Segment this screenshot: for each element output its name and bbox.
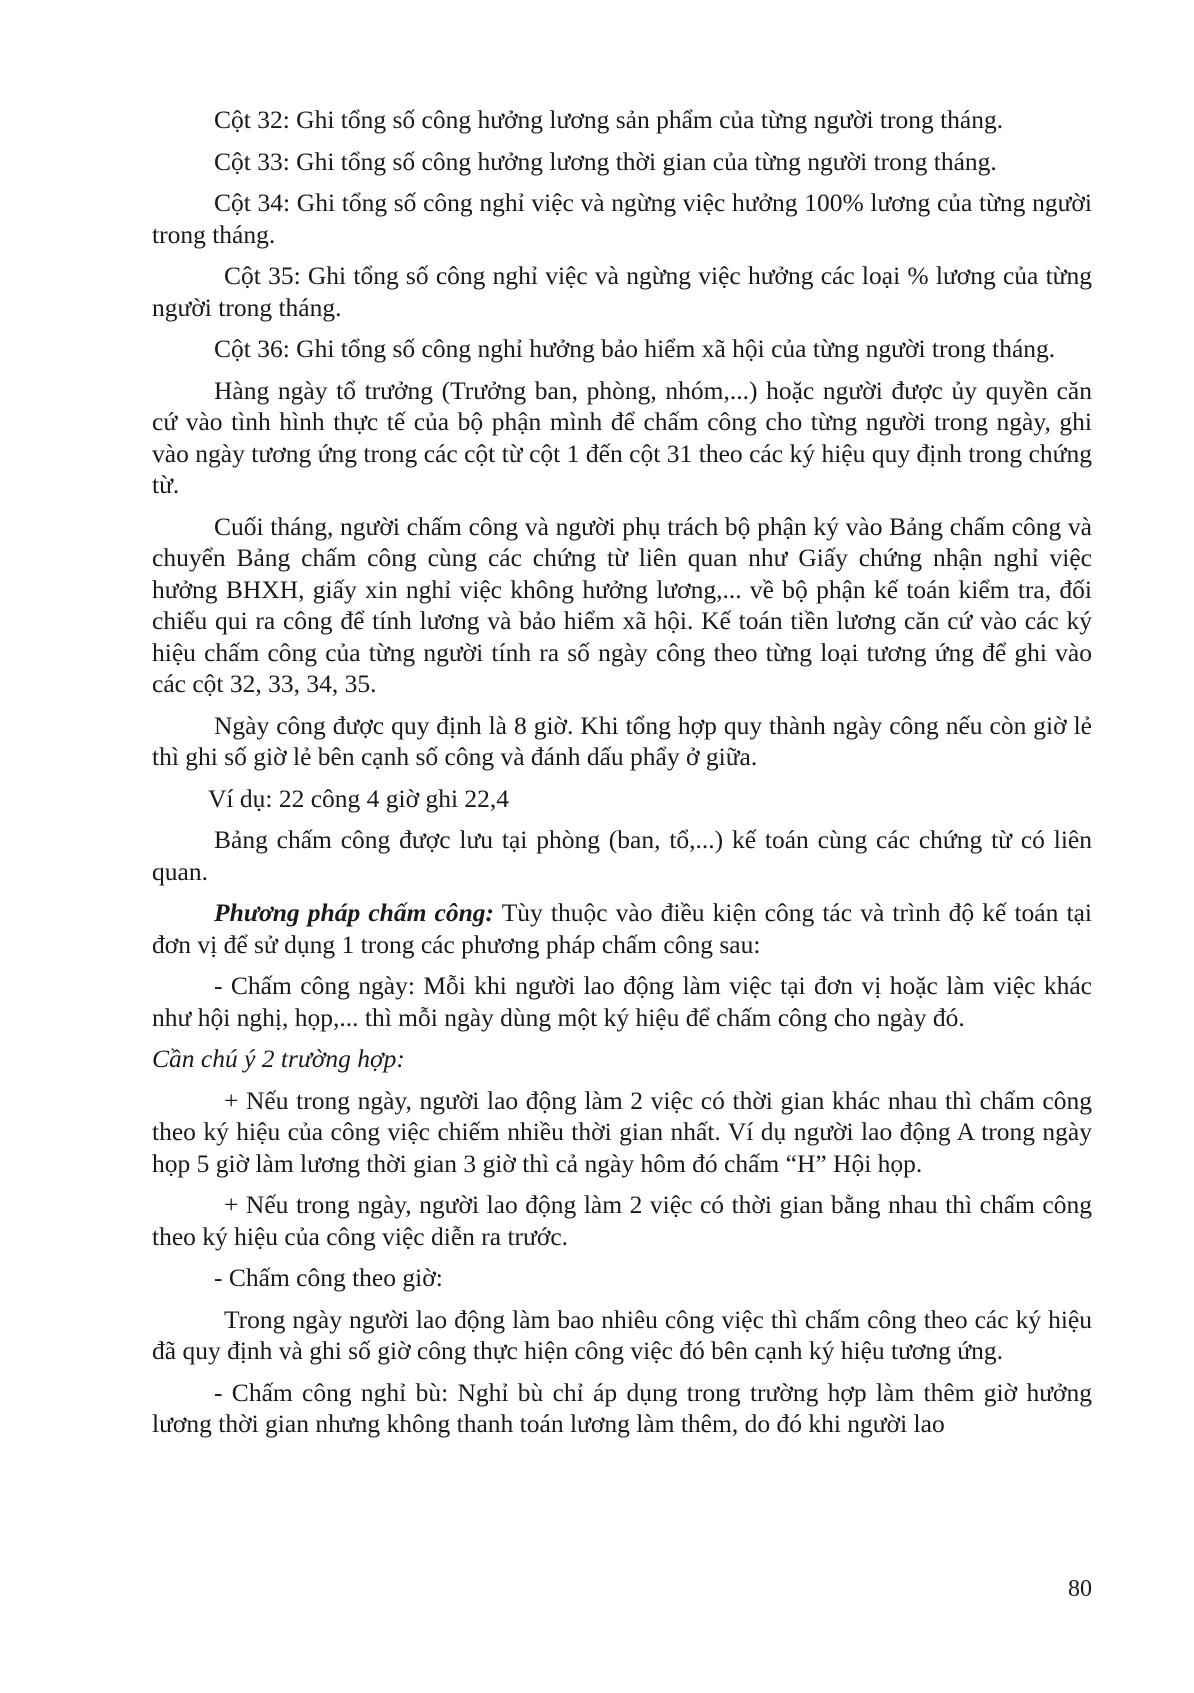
- method-text: Tùy thuộc vào điều kiện công tác và trình độ kế toán tại đơn vị để sử dụng 1 trong các phương pháp chấm công sau:: [152, 898, 1092, 959]
- paragraph-compensatory: - Chấm công nghỉ bù: Nghỉ bù chỉ áp dụng trong trường hợp làm thêm giờ hưởng lương thời gian nhưng không thanh toán lương làm thêm, do đó khi người lao: [152, 1377, 1092, 1438]
- paragraph-storage: Bảng chấm công được lưu tại phòng (ban, tổ,...) kế toán cùng các chứng từ có liên quan.: [152, 825, 1092, 886]
- paragraph-case-2: + Nếu trong ngày, người lao động làm 2 việc có thời gian bằng nhau thì chấm công theo ký hiệu của công việc diễn ra trước.: [152, 1190, 1092, 1251]
- paragraph-method: [152, 897, 1092, 960]
- paragraph-hourly-heading: - Chấm công theo giờ:: [214, 1263, 443, 1292]
- paragraph-example: Ví dụ: 22 công 4 giờ ghi 22,4: [208, 783, 510, 813]
- paragraph-case-1: + Nếu trong ngày, người lao động làm 2 việc có thời gian khác nhau thì chấm công theo ký hiệu của công việc chiếm nhiều thời gian nhất. Ví dụ người lao động A trong ngày họp 5 giờ làm lương thời gian 3 giờ thì cả ngày hôm đó chấm “H” Hội họp.: [152, 1085, 1092, 1178]
- method-heading: Phương pháp chấm công:: [214, 898, 495, 927]
- paragraph-daily-method: - Chấm công ngày: Mỗi khi người lao động làm việc tại đơn vị hoặc làm việc khác như hội nghị, họp,... thì mỗi ngày dùng một ký hiệu để chấm công cho ngày đó.: [152, 971, 1092, 1032]
- note-heading: Cần chú ý 2 trường hợp:: [152, 1044, 405, 1073]
- paragraph-col34: Cột 34: Ghi tổng số công nghỉ việc và ngừng việc hưởng 100% lương của từng người trong tháng.: [152, 188, 1092, 249]
- document-page: [152, 104, 1092, 1440]
- paragraph-col32: Cột 32: Ghi tổng số công hưởng lương sản phẩm của từng người trong tháng.: [214, 105, 1004, 134]
- paragraph-col36: Cột 36: Ghi tổng số công nghỉ hưởng bảo hiểm xã hội của từng người trong tháng.: [214, 334, 1056, 363]
- paragraph-col33: Cột 33: Ghi tổng số công hưởng lương thời gian của từng người trong tháng.: [214, 146, 997, 176]
- paragraph-col35: Cột 35: Ghi tổng số công nghỉ việc và ngừng việc hưởng các loại % lương của từng người trong tháng.: [152, 261, 1092, 322]
- page-number: 80: [1068, 1576, 1092, 1602]
- paragraph-daily-timekeeping: Hàng ngày tổ trưởng (Trưởng ban, phòng, nhóm,...) hoặc người được ủy quyền căn cứ vào tình hình thực tế của bộ phận mình để chấm công cho từng người trong ngày, ghi vào ngày tương ứng trong các cột từ cột 1 đến cột 31 theo các ký hiệu quy định trong chứng từ.: [152, 375, 1092, 499]
- paragraph-month-end: Cuối tháng, người chấm công và người phụ trách bộ phận ký vào Bảng chấm công và chuyển Bảng chấm công cùng các chứng từ liên quan như Giấy chứng nhận nghỉ việc hưởng BHXH, giấy xin nghỉ việc không hưởng lương,... về bộ phận kế toán kiểm tra, đối chiếu qui ra công để tính lương và bảo hiểm xã hội. Kế toán tiền lương căn cứ vào các ký hiệu chấm công của từng người tính ra số ngày công theo từng loại tương ứng để ghi vào các cột 32, 33, 34, 35.: [152, 511, 1092, 698]
- paragraph-workday-hours: Ngày công được quy định là 8 giờ. Khi tổng hợp quy thành ngày công nếu còn giờ lẻ thì ghi số giờ lẻ bên cạnh số công và đánh dấu phẩy ở giữa.: [152, 710, 1092, 771]
- paragraph-hourly: Trong ngày người lao động làm bao nhiêu công việc thì chấm công theo các ký hiệu đã quy định và ghi số giờ công thực hiện công việc đó bên cạnh ký hiệu tương ứng.: [152, 1304, 1092, 1365]
